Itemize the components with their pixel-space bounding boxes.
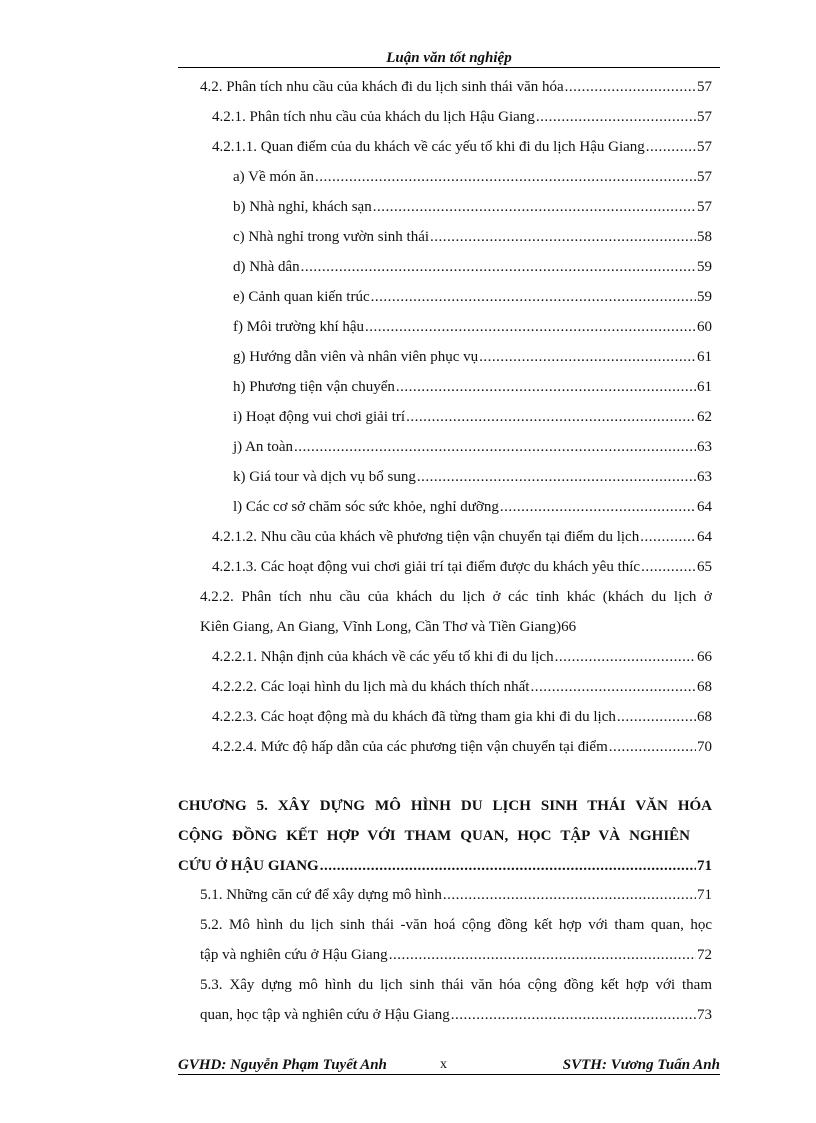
toc-entry-title: 4.2.1.1. Quan điểm của du khách về các yếu tố khi đi du lịch Hậu Giang (212, 139, 645, 155)
toc-page-number: 61 (697, 379, 712, 395)
toc-entry-multiline-line1[interactable]: 4.2.2. Phân tích nhu cầu của khách du lịch ở các tỉnh khác (khách du lịch ở (200, 589, 712, 605)
toc-entry-title: 5.1. Những căn cứ để xây dựng mô hình (200, 887, 442, 903)
toc-leader-dots (294, 437, 696, 457)
toc-entry[interactable] (233, 407, 712, 427)
toc-entry-title: f) Môi trường khí hậu (233, 319, 365, 335)
toc-entry[interactable] (233, 167, 712, 187)
footer-student: SVTH: Vương Tuấn Anh (562, 1057, 720, 1073)
toc-page-number: 68 (697, 679, 712, 695)
chapter-heading-line3[interactable] (178, 856, 712, 876)
toc-page-number: 70 (697, 739, 712, 755)
toc-entry-title: 4.2.1.3. Các hoạt động vui chơi giải trí tại điểm được du khách yêu thíc (212, 559, 641, 575)
toc-leader-dots (365, 317, 696, 337)
toc-entry-title: d) Nhà dân (233, 259, 300, 275)
toc-entry-title: h) Phương tiện vận chuyển (233, 379, 395, 395)
toc-leader-dots (320, 856, 696, 876)
toc-entry-title: c) Nhà nghỉ trong vườn sinh thái (233, 229, 430, 245)
toc-entry-title: 4.2.2.2. Các loại hình du lịch mà du khách thích nhất (212, 679, 530, 695)
toc-entry[interactable] (212, 707, 712, 727)
toc-page-number: 71 (697, 858, 712, 874)
toc-entry[interactable] (212, 557, 712, 577)
toc-entry-title: i) Hoạt động vui chơi giải trí (233, 409, 406, 425)
toc-leader-dots (373, 197, 696, 217)
toc-entry[interactable] (212, 677, 712, 697)
toc-entry[interactable] (200, 885, 712, 905)
toc-entry-multiline-line1[interactable]: 5.2. Mô hình du lịch sinh thái -văn hoá cộng đồng kết hợp với tham quan, học (200, 917, 712, 933)
toc-entry-title: 4.2.1. Phân tích nhu cầu của khách du lịch Hậu Giang (212, 109, 535, 125)
toc-leader-dots (641, 557, 696, 577)
header-rule (178, 67, 720, 68)
toc-entry-title: 4.2.2.4. Mức độ hấp dẫn của các phương tiện vận chuyển tại điểm (212, 739, 608, 755)
toc-leader-dots (417, 467, 696, 487)
toc-leader-dots (406, 407, 696, 427)
toc-page-number: 65 (697, 559, 712, 575)
toc-leader-dots (430, 227, 696, 247)
toc-entry-title: j) An toàn (233, 439, 293, 455)
toc-leader-dots (301, 257, 696, 277)
toc-entry[interactable] (212, 737, 712, 757)
toc-page-number: 57 (697, 79, 712, 95)
toc-entry[interactable] (233, 347, 712, 367)
toc-entry-multiline-line1[interactable]: 5.3. Xây dựng mô hình du lịch sinh thái văn hóa cộng đồng kết hợp với tham (200, 977, 712, 993)
toc-entry-title: e) Cảnh quan kiến trúc (233, 289, 370, 305)
toc-entry[interactable] (233, 227, 712, 247)
toc-entry[interactable] (233, 197, 712, 217)
toc-page-number: 66 (697, 649, 712, 665)
toc-entry[interactable] (233, 467, 712, 487)
toc-page-number: 57 (697, 139, 712, 155)
toc-leader-dots (640, 527, 696, 547)
chapter-heading-line2[interactable]: CỘNG ĐỒNG KẾT HỢP VỚI THAM QUAN, HỌC TẬP VÀ NGHIÊN (178, 828, 690, 844)
toc-page-number: 62 (697, 409, 712, 425)
toc-entry[interactable] (200, 1005, 712, 1025)
toc-entry[interactable] (212, 107, 712, 127)
toc-leader-dots (389, 945, 696, 965)
toc-leader-dots (451, 1005, 696, 1025)
toc-leader-dots (565, 77, 696, 97)
toc-entry-title: l) Các cơ sở chăm sóc sức khỏe, nghỉ dưỡng (233, 499, 499, 515)
toc-entry[interactable] (233, 497, 712, 517)
toc-leader-dots (479, 347, 696, 367)
toc-leader-dots (443, 885, 696, 905)
toc-entry[interactable] (212, 137, 712, 157)
toc-entry-multiline-line2[interactable]: Kiên Giang, An Giang, Vĩnh Long, Cần Thơ và Tiền Giang)66 (200, 619, 577, 635)
toc-page-number: 73 (697, 1007, 712, 1023)
footer-rule (178, 1074, 720, 1075)
chapter-heading-title: CỨU Ở HẬU GIANG (178, 858, 319, 874)
toc-entry[interactable] (212, 527, 712, 547)
toc-page-number: 71 (697, 887, 712, 903)
toc-page-number: 72 (697, 947, 712, 963)
toc-entry-title: quan, học tập và nghiên cứu ở Hậu Giang (200, 1007, 450, 1023)
toc-entry-title: k) Giá tour và dịch vụ bổ sung (233, 469, 416, 485)
footer-advisor: GVHD: Nguyễn Phạm Tuyết Anh (178, 1057, 387, 1073)
toc-entry[interactable] (200, 945, 712, 965)
toc-entry-title: 4.2.1.2. Nhu cầu của khách về phương tiện vận chuyển tại điểm du lịch (212, 529, 640, 545)
toc-page-number: 61 (697, 349, 712, 365)
header-title: Luận văn tốt nghiệp (386, 50, 512, 66)
toc-leader-dots (646, 137, 696, 157)
toc-page-number: 57 (697, 199, 712, 215)
toc-leader-dots (315, 167, 696, 187)
toc-leader-dots (617, 707, 696, 727)
toc-leader-dots (396, 377, 696, 397)
chapter-heading-line1[interactable]: CHƯƠNG 5. XÂY DỰNG MÔ HÌNH DU LỊCH SINH THÁI VĂN HÓA (178, 798, 712, 814)
toc-entry[interactable] (233, 317, 712, 337)
toc-leader-dots (530, 677, 696, 697)
toc-page-number: 68 (697, 709, 712, 725)
toc-entry-title: a) Về món ăn (233, 169, 314, 185)
toc-entry[interactable] (233, 377, 712, 397)
toc-entry[interactable] (233, 257, 712, 277)
toc-leader-dots (609, 737, 696, 757)
toc-entry[interactable] (233, 287, 712, 307)
toc-page-number: 64 (697, 529, 712, 545)
toc-leader-dots (371, 287, 696, 307)
toc-entry-title: g) Hướng dẫn viên và nhân viên phục vụ (233, 349, 479, 365)
toc-leader-dots (555, 647, 696, 667)
toc-page-number: 60 (697, 319, 712, 335)
toc-page-number: 57 (697, 109, 712, 125)
toc-entry-title: tập và nghiên cứu ở Hậu Giang (200, 947, 388, 963)
toc-leader-dots (536, 107, 696, 127)
toc-entry-title: 4.2. Phân tích nhu cầu của khách đi du lịch sinh thái văn hóa (200, 79, 564, 95)
toc-page-number: 63 (697, 469, 712, 485)
footer-page-number: x (440, 1057, 447, 1072)
toc-page-number: 57 (697, 169, 712, 185)
toc-entry[interactable] (200, 77, 712, 97)
toc-entry-title: 4.2.2.1. Nhận định của khách về các yếu tố khi đi du lịch (212, 649, 554, 665)
toc-entry[interactable] (233, 437, 712, 457)
toc-entry[interactable] (212, 647, 712, 667)
toc-leader-dots (500, 497, 696, 517)
toc-page-number: 59 (697, 289, 712, 305)
toc-page-number: 64 (697, 499, 712, 515)
toc-entry-title: b) Nhà nghỉ, khách sạn (233, 199, 372, 215)
toc-page-number: 58 (697, 229, 712, 245)
toc-entry-title: 4.2.2.3. Các hoạt động mà du khách đã từng tham gia khi đi du lịch (212, 709, 616, 725)
toc-page-number: 63 (697, 439, 712, 455)
toc-page-number: 59 (697, 259, 712, 275)
